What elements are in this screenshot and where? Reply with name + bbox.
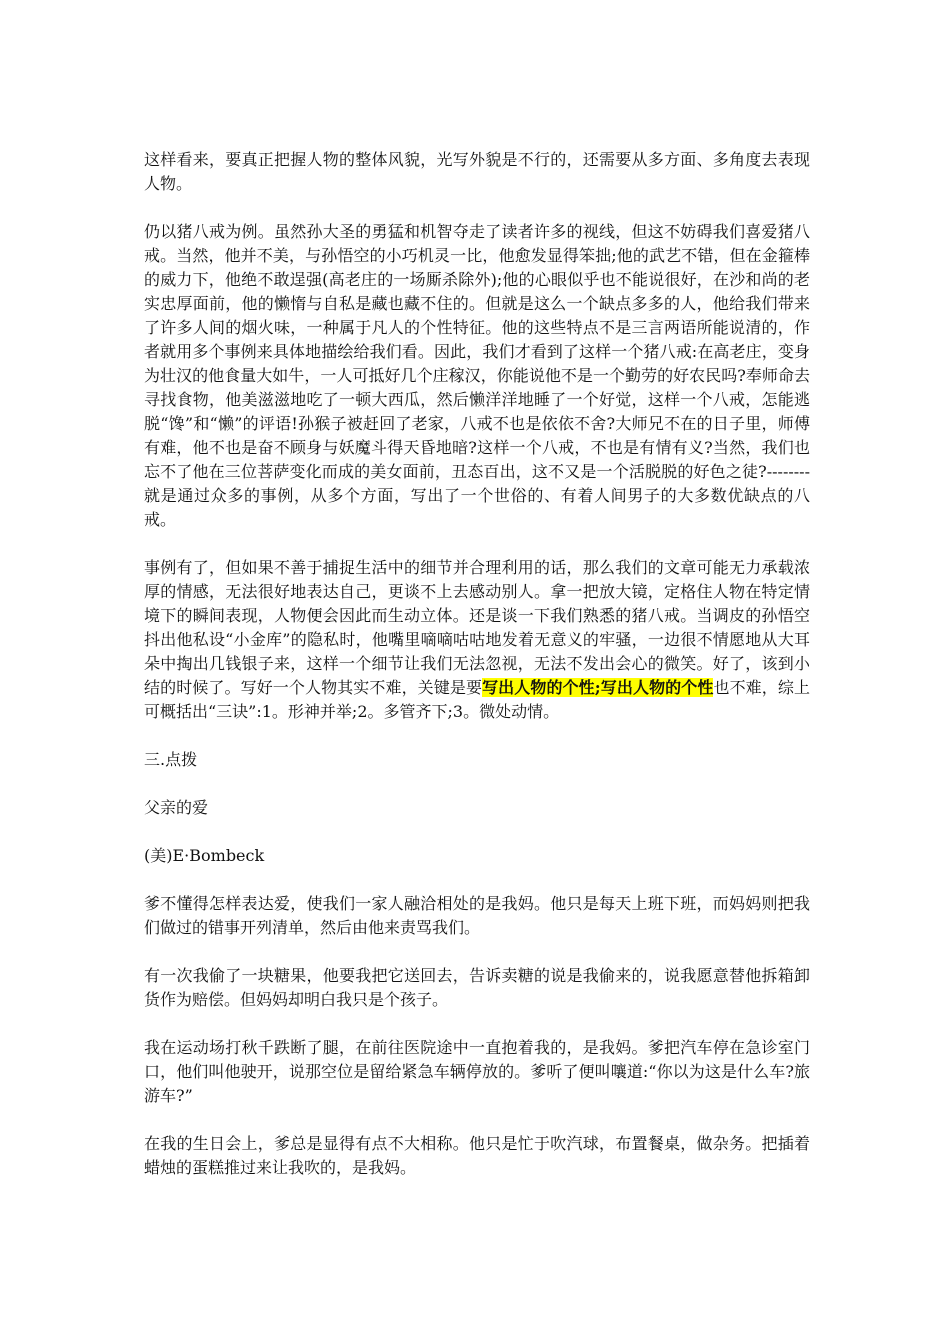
paragraph-text: 我在运动场打秋千跌断了腿，在前往医院途中一直抱着我的，是我妈。爹把汽车停在急诊室门口，他们叫他驶开，说那空位是留给紧急车辆停放的。爹听了便叫嚷道:“你以为这是什么车?旅游车?”	[144, 1038, 810, 1105]
article-author	[144, 844, 810, 868]
section-heading	[144, 748, 810, 772]
author-text: (美)E·Bombeck	[144, 846, 265, 865]
document-body	[144, 148, 810, 1204]
paragraph-text: 这样看来，要真正把握人物的整体风貌，光写外貌是不行的，还需要从多方面、多角度去表现人物。	[144, 150, 810, 193]
paragraph-zhubajie-example	[144, 220, 810, 532]
paragraph-text: 在我的生日会上，爹总是显得有点不大相称。他只是忙于吹汽球，布置餐桌，做杂务。把插着蜡烛的蛋糕推过来让我吹的，是我妈。	[144, 1134, 810, 1177]
paragraph-details-summary	[144, 556, 810, 724]
paragraph-text: 有一次我偷了一块糖果，他要我把它送回去，告诉卖糖的说是我偷来的，说我愿意替他拆箱卸货作为赔偿。但妈妈却明白我只是个孩子。	[144, 966, 810, 1009]
paragraph-text: 事例有了，但如果不善于捕捉生活中的细节并合理利用的话，那么我们的文章可能无力承载浓厚的情感，无法很好地表达自己，更谈不上去感动别人。拿一把放大镜，定格住人物在特定情境下的瞬间表现，人物便会因此而生动立体。还是谈一下我们熟悉的猪八戒。当调皮的孙悟空抖出他私设“小金库”的隐私时，他嘴里嘀嘀咕咕地发着无意义的牢骚，一边很不情愿地从大耳朵中掏出几钱银子来，这样一个细节让我们无法忽视，无法不发出会心的微笑。好了，该到小结的时候了。写好一个人物其实不难，关键是要	[144, 558, 810, 697]
paragraph-text: 爹不懂得怎样表达爱，使我们一家人融洽相处的是我妈。他只是每天上班下班，而妈妈则把我们做过的错事开列清单，然后由他来责骂我们。	[144, 894, 810, 937]
highlighted-text: 写出人物的个性;写出人物的个性	[482, 678, 714, 697]
paragraph-story-3	[144, 1036, 810, 1108]
paragraph-story-2	[144, 964, 810, 1012]
paragraph-story-1	[144, 892, 810, 940]
heading-text: 三.点拨	[144, 750, 198, 769]
paragraph-text: 仍以猪八戒为例。虽然孙大圣的勇猛和机智夺走了读者许多的视线，但这不妨碍我们喜爱猪八戒。当然，他并不美，与孙悟空的小巧机灵一比，他愈发显得笨拙;他的武艺不错，但在金箍棒的威力下，他绝不敢逞强(高老庄的一场厮杀除外);他的心眼似乎也不能说很好，在沙和尚的老实忠厚面前，他的懒惰与自私是藏也藏不住的。但就是这么一个缺点多多的人，他给我们带来了许多人间的烟火味，一种属于凡人的个性特征。他的这些特点不是三言两语所能说清的，作者就用多个事例来具体地描绘给我们看。因此，我们才看到了这样一个猪八戒:在高老庄，变身为壮汉的他食量大如牛，一人可抵好几个庄稼汉，你能说他不是一个勤劳的好农民吗?奉师命去寻找食物，他美滋滋地吃了一顿大西瓜，然后懒洋洋地睡了一个好觉，这样一个八戒，怎能逃脱“馋”和“懒”的评语!孙猴子被赶回了老家，八戒不也是依依不舍?大师兄不在的日子里，师傅有难，他不也是奋不顾身与妖魔斗得天昏地暗?这样一个八戒，不也是有情有义?当然，我们也忘不了他在三位菩萨变化而成的美女面前，丑态百出，这不又是一个活脱脱的好色之徒?--------就是通过众多的事例，从多个方面，写出了一个世俗的、有着人间男子的大多数优缺点的八戒。	[144, 222, 810, 529]
article-title	[144, 796, 810, 820]
paragraph-text: 也不难，综上可概括出“三诀”:1。形神并举;2。多管齐下;3。微处动情。	[144, 678, 810, 721]
paragraph-story-4	[144, 1132, 810, 1180]
title-text: 父亲的爱	[144, 798, 209, 817]
paragraph-intro	[144, 148, 810, 196]
